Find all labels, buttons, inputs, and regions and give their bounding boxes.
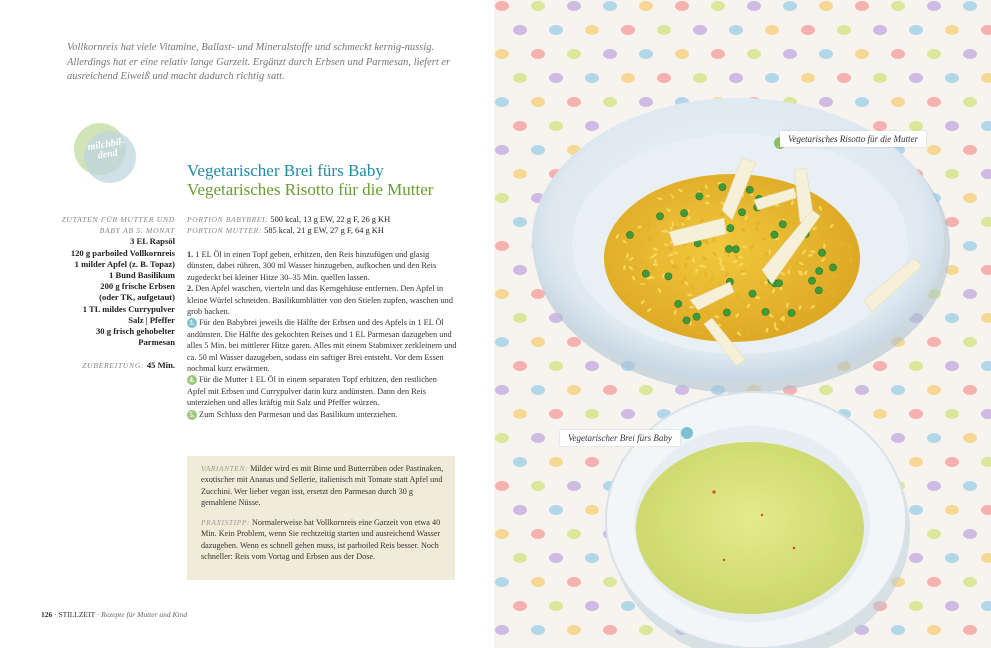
polka-dot bbox=[621, 409, 635, 419]
polka-dot bbox=[747, 49, 761, 59]
polka-dot bbox=[567, 49, 581, 59]
polka-dot bbox=[855, 97, 869, 107]
polka-dot bbox=[675, 1, 689, 11]
polka-dot bbox=[711, 49, 725, 59]
step-text: Zum Schluss den Parmesan und das Basilikum unterziehen. bbox=[199, 409, 398, 419]
badge-text: milchbil-dend bbox=[86, 136, 126, 162]
food-photo bbox=[494, 0, 991, 648]
polka-dot bbox=[981, 361, 991, 371]
pea bbox=[626, 231, 633, 238]
polka-dot bbox=[549, 25, 563, 35]
polka-dot bbox=[531, 1, 545, 11]
polka-dot bbox=[873, 409, 887, 419]
baby-puree bbox=[636, 442, 864, 614]
polka-dot bbox=[513, 505, 527, 515]
polka-dot bbox=[495, 289, 509, 299]
photo-label-baby: Vegetarischer Brei fürs Baby bbox=[560, 430, 680, 446]
polka-dot bbox=[963, 481, 977, 491]
polka-dot bbox=[855, 49, 869, 59]
polka-dot bbox=[927, 145, 941, 155]
instruction-steps bbox=[187, 249, 457, 420]
polka-dot bbox=[945, 457, 959, 467]
polka-dot bbox=[693, 25, 707, 35]
polka-dot bbox=[927, 49, 941, 59]
polka-dot bbox=[567, 1, 581, 11]
polka-dot bbox=[963, 289, 977, 299]
polka-dot bbox=[981, 457, 991, 467]
step-5 bbox=[187, 409, 457, 420]
prep-time-label: ZUBEREITUNG: bbox=[82, 361, 145, 371]
polka-dot bbox=[891, 385, 905, 395]
nutrition-mutter-label: PORTION MUTTER: bbox=[187, 226, 263, 236]
polka-dot bbox=[639, 625, 653, 635]
polka-dot bbox=[927, 433, 941, 443]
polka-dot bbox=[513, 457, 527, 467]
polka-dot bbox=[909, 409, 923, 419]
polka-dot bbox=[531, 625, 545, 635]
polka-dot bbox=[549, 409, 563, 419]
polka-dot bbox=[531, 145, 545, 155]
step-text: Den Apfel waschen, vierteln und das Kerngehäuse entfernen. Den Apfel in kleine Würfel schneiden. Basilikumblätter von den Stielen zupfen, waschen und grob hacken. bbox=[187, 284, 453, 317]
pea bbox=[693, 313, 700, 320]
polka-dot bbox=[513, 217, 527, 227]
polka-dot bbox=[639, 97, 653, 107]
polka-dot bbox=[909, 361, 923, 371]
polka-dot bbox=[963, 385, 977, 395]
polka-dot bbox=[783, 1, 797, 11]
polka-dot bbox=[963, 241, 977, 251]
polka-dot bbox=[927, 577, 941, 587]
polka-dot bbox=[639, 385, 653, 395]
polka-dot bbox=[909, 25, 923, 35]
polka-dot bbox=[801, 73, 815, 83]
pea bbox=[696, 193, 703, 200]
polka-dot bbox=[585, 73, 599, 83]
polka-dot bbox=[495, 385, 509, 395]
polka-dot bbox=[513, 169, 527, 179]
varianten-paragraph bbox=[201, 463, 445, 509]
polka-dot bbox=[585, 553, 599, 563]
polka-dot bbox=[909, 73, 923, 83]
polka-dot bbox=[747, 1, 761, 11]
polka-dot bbox=[549, 505, 563, 515]
polka-dot bbox=[909, 553, 923, 563]
footer-section: · STILLZEIT · bbox=[54, 610, 100, 619]
polka-dot bbox=[963, 97, 977, 107]
polka-dot bbox=[945, 169, 959, 179]
polka-dot bbox=[963, 625, 977, 635]
polka-dot bbox=[603, 49, 617, 59]
polka-dot bbox=[945, 361, 959, 371]
pea bbox=[829, 264, 836, 271]
pea bbox=[779, 221, 786, 228]
polka-dot bbox=[603, 625, 617, 635]
nutrition-baby bbox=[187, 214, 390, 225]
pea bbox=[816, 267, 823, 274]
polka-dot bbox=[549, 361, 563, 371]
polka-dot bbox=[495, 529, 509, 539]
step-number: 2. bbox=[187, 284, 194, 294]
polka-dot bbox=[513, 601, 527, 611]
pea bbox=[775, 280, 782, 287]
ingredient-item: 200 g frische Erbsen bbox=[100, 281, 175, 292]
pea bbox=[818, 249, 825, 256]
polka-dot bbox=[963, 577, 977, 587]
title-baby: Vegetarischer Brei fürs Baby bbox=[187, 161, 384, 180]
polka-dot bbox=[549, 457, 563, 467]
ingredient-item: 1 TL mildes Currypulver bbox=[82, 303, 175, 314]
polka-dot bbox=[927, 529, 941, 539]
polka-dot bbox=[495, 1, 509, 11]
polka-dot bbox=[765, 25, 779, 35]
polka-dot bbox=[909, 457, 923, 467]
polka-dot bbox=[981, 409, 991, 419]
ingredient-item: 1 milder Apfel (z. B. Topaz) bbox=[74, 258, 175, 269]
praxistipp-paragraph bbox=[201, 517, 445, 563]
polka-dot bbox=[981, 169, 991, 179]
pea bbox=[749, 290, 756, 297]
praxistipp-text: Normalerweise hat Vollkornreis eine Garzeit von etwa 40 Min. Kein Problem, wenn Sie rechtzeitig starten und ausreichend Wasser dazugeben. Wenn es schnell gehen muss, ist parboiled Reis besser. Noch schneller: Reis vom Vortag und Erbsen aus der Dose. bbox=[201, 518, 441, 562]
polka-dot bbox=[657, 25, 671, 35]
polka-dot bbox=[567, 385, 581, 395]
pea bbox=[642, 270, 649, 277]
polka-dot bbox=[513, 553, 527, 563]
pea bbox=[788, 309, 795, 316]
title-mutter: Vegetarisches Risotto für die Mutter bbox=[187, 180, 434, 199]
polka-dot bbox=[621, 601, 635, 611]
footer-subtitle: Rezepte für Mutter und Kind bbox=[101, 610, 188, 619]
polka-dot bbox=[909, 505, 923, 515]
polka-dot bbox=[639, 1, 653, 11]
polka-dot bbox=[585, 505, 599, 515]
nutrition-mutter bbox=[187, 225, 390, 236]
polka-dot bbox=[513, 265, 527, 275]
polka-dot bbox=[981, 601, 991, 611]
pea bbox=[746, 186, 753, 193]
polka-dot bbox=[567, 337, 581, 347]
polka-dot bbox=[963, 433, 977, 443]
polka-dot bbox=[945, 73, 959, 83]
ingredients-header: ZUTATEN FÜR MUTTER UND BABY AB 5. MONAT bbox=[61, 215, 175, 236]
step-number-circle: 4. bbox=[187, 375, 197, 385]
polka-dot bbox=[693, 73, 707, 83]
polka-dot bbox=[549, 601, 563, 611]
polka-dot bbox=[981, 553, 991, 563]
pea bbox=[762, 308, 769, 315]
polka-dot bbox=[801, 25, 815, 35]
polka-dot bbox=[531, 49, 545, 59]
polka-dot bbox=[927, 625, 941, 635]
ingredient-item: Salz | Pfeffer bbox=[128, 314, 175, 325]
puree-speck bbox=[723, 559, 725, 561]
step-2 bbox=[187, 283, 457, 317]
polka-dot bbox=[981, 313, 991, 323]
polka-dot bbox=[621, 25, 635, 35]
polka-dot bbox=[675, 49, 689, 59]
polka-dot bbox=[567, 481, 581, 491]
rice-grain bbox=[713, 237, 715, 242]
nutrition-info bbox=[187, 214, 390, 237]
polka-dot bbox=[981, 121, 991, 131]
tips-box bbox=[187, 456, 455, 580]
polka-dot bbox=[963, 49, 977, 59]
polka-dot bbox=[981, 505, 991, 515]
polka-dot bbox=[891, 97, 905, 107]
praxistipp-label: PRAXISTIPP: bbox=[201, 518, 250, 527]
nutrition-baby-value: 500 kcal, 13 g EW, 22 g F, 26 g KH bbox=[270, 215, 391, 224]
puree-speck bbox=[761, 514, 763, 516]
polka-dot bbox=[945, 601, 959, 611]
polka-dot bbox=[927, 481, 941, 491]
polka-dot bbox=[549, 121, 563, 131]
polka-dot bbox=[891, 1, 905, 11]
polka-dot bbox=[531, 385, 545, 395]
polka-dot bbox=[855, 1, 869, 11]
photo-page bbox=[494, 0, 991, 648]
pea bbox=[727, 225, 734, 232]
polka-dot bbox=[513, 313, 527, 323]
polka-dot bbox=[927, 385, 941, 395]
step-number-circle: 5. bbox=[187, 410, 197, 420]
polka-dot bbox=[963, 529, 977, 539]
polka-dot bbox=[531, 97, 545, 107]
polka-dot bbox=[819, 97, 833, 107]
polka-dot bbox=[603, 1, 617, 11]
polka-dot bbox=[495, 481, 509, 491]
step-4 bbox=[187, 374, 457, 408]
polka-dot bbox=[585, 601, 599, 611]
polka-dot bbox=[603, 97, 617, 107]
polka-dot bbox=[513, 409, 527, 419]
recipe-title bbox=[187, 161, 433, 199]
nutrition-baby-label: PORTION BABYBREI: bbox=[187, 215, 269, 224]
pea bbox=[723, 309, 730, 316]
page-footer bbox=[41, 610, 187, 619]
polka-dot bbox=[891, 433, 905, 443]
ingredient-item: 3 EL Rapsöl bbox=[130, 236, 175, 247]
step-1 bbox=[187, 249, 457, 283]
polka-dot bbox=[963, 145, 977, 155]
puree-speck bbox=[712, 490, 715, 493]
polka-dot bbox=[585, 361, 599, 371]
polka-dot bbox=[945, 505, 959, 515]
polka-dot bbox=[603, 577, 617, 587]
polka-dot bbox=[531, 577, 545, 587]
step-text: Für den Babybrei jeweils die Hälfte der Erbsen und des Apfels in 1 EL Öl andünsten. Die Hälfte des gekochten Reises und 1 EL Parmesan dazugeben und alles 5 Min. bei mittlerer Hitze garen. Alles mit einem Stabmixer zerkleinern und ca. 50 ml Wasser dazugeben, sodass ein saftiger Brei entsteht. Vor dem Essen nochmal kurz erwärmen. bbox=[187, 318, 457, 374]
polka-dot bbox=[873, 121, 887, 131]
step-text: 1 EL Öl in einen Topf geben, erhitzen, den Reis hinzufügen und glasig dünsten, dabei rühren. 300 ml Wasser hinzugeben, aufkochen und den Reis zugedeckt bei kleiner Hitze 30–35 Min. quellen lassen. bbox=[187, 250, 437, 282]
polka-dot bbox=[927, 97, 941, 107]
polka-dot bbox=[765, 73, 779, 83]
pea bbox=[665, 273, 672, 280]
polka-dot bbox=[729, 73, 743, 83]
polka-dot bbox=[513, 73, 527, 83]
step-number-circle: 3. bbox=[187, 318, 197, 328]
polka-dot bbox=[585, 121, 599, 131]
nutrition-mutter-value: 585 kcal, 21 g EW, 27 g F, 64 g KH bbox=[264, 226, 384, 236]
polka-dot bbox=[567, 625, 581, 635]
polka-dot bbox=[513, 121, 527, 131]
polka-dot bbox=[855, 385, 869, 395]
polka-dot bbox=[963, 337, 977, 347]
ingredient-item: 1 Bund Basilikum bbox=[109, 270, 175, 281]
polka-dot bbox=[495, 433, 509, 443]
polka-dot bbox=[531, 337, 545, 347]
varianten-text: Milder wird es mit Birne und Butterrüben oder Pastinaken, exotischer mit Ananas und Sellerie, italienisch mit Tomate statt Apfel und Zucchini. Wer lieber vegan isst, ersetzt den Parmesan durch 30 g gemahlene Nüsse. bbox=[201, 464, 444, 508]
polka-dot bbox=[873, 25, 887, 35]
polka-dot bbox=[945, 409, 959, 419]
polka-dot bbox=[945, 25, 959, 35]
polka-dot bbox=[513, 361, 527, 371]
pea bbox=[681, 210, 688, 217]
polka-dot bbox=[981, 73, 991, 83]
varianten-label: VARIANTEN: bbox=[201, 464, 249, 473]
polka-dot bbox=[981, 265, 991, 275]
ingredient-item: Parmesan bbox=[138, 337, 175, 348]
polka-dot bbox=[567, 529, 581, 539]
pea bbox=[771, 231, 778, 238]
polka-dot bbox=[495, 337, 509, 347]
pea bbox=[656, 213, 663, 220]
polka-dot bbox=[621, 73, 635, 83]
polka-dot bbox=[945, 121, 959, 131]
polka-dot bbox=[639, 49, 653, 59]
polka-dot bbox=[819, 1, 833, 11]
polka-dot bbox=[783, 49, 797, 59]
polka-dot bbox=[657, 73, 671, 83]
polka-dot bbox=[585, 25, 599, 35]
polka-dot bbox=[711, 1, 725, 11]
milchbildend-badge bbox=[74, 123, 136, 185]
polka-dot bbox=[927, 1, 941, 11]
polka-dot bbox=[513, 25, 527, 35]
step-number: 1. bbox=[187, 250, 194, 259]
pea bbox=[719, 184, 726, 191]
polka-dot bbox=[531, 481, 545, 491]
polka-dot bbox=[495, 97, 509, 107]
polka-dot bbox=[549, 73, 563, 83]
ingredient-item: 30 g frisch gehobelter bbox=[96, 326, 175, 337]
polka-dot bbox=[981, 217, 991, 227]
pea bbox=[683, 317, 690, 324]
polka-dot bbox=[909, 601, 923, 611]
polka-dot bbox=[495, 625, 509, 635]
ingredients-list bbox=[60, 214, 175, 372]
polka-dot bbox=[819, 385, 833, 395]
ingredient-item: 120 g parboiled Vollkornreis bbox=[70, 247, 175, 258]
puree-speck bbox=[793, 547, 796, 550]
left-page bbox=[0, 0, 494, 648]
polka-dot bbox=[603, 385, 617, 395]
polka-dot bbox=[837, 25, 851, 35]
pea bbox=[732, 246, 739, 253]
photo-label-mutter: Vegetarisches Risotto für die Mutter bbox=[780, 131, 926, 147]
ingredient-item: (oder TK, aufgetaut) bbox=[99, 292, 175, 303]
polka-dot bbox=[981, 25, 991, 35]
prep-time-value: 45 Min. bbox=[146, 360, 175, 371]
polka-dot bbox=[495, 577, 509, 587]
polka-dot bbox=[729, 25, 743, 35]
pea bbox=[675, 300, 682, 307]
polka-dot bbox=[873, 73, 887, 83]
polka-dot bbox=[531, 529, 545, 539]
polka-dot bbox=[495, 193, 509, 203]
pea bbox=[808, 277, 815, 284]
polka-dot bbox=[873, 361, 887, 371]
polka-dot bbox=[495, 145, 509, 155]
polka-dot bbox=[945, 553, 959, 563]
polka-dot bbox=[567, 97, 581, 107]
polka-dot bbox=[945, 313, 959, 323]
polka-dot bbox=[819, 49, 833, 59]
pea bbox=[738, 209, 745, 216]
polka-dot bbox=[891, 625, 905, 635]
polka-dot bbox=[495, 241, 509, 251]
polka-dot bbox=[891, 49, 905, 59]
polka-dot bbox=[531, 289, 545, 299]
polka-dot bbox=[549, 553, 563, 563]
pea bbox=[725, 245, 732, 252]
polka-dot bbox=[909, 121, 923, 131]
polka-dot bbox=[585, 409, 599, 419]
label-marker-blue bbox=[681, 427, 693, 439]
polka-dot bbox=[927, 337, 941, 347]
step-text: Für die Mutter 1 EL Öl in einem separaten Topf erhitzen, den restlichen Apfel mit Erbsen und Currypulver darin kurz andünsten. Dann den Reis unterziehen und alles kräftig mit Salz und Pfeffer würzen. bbox=[187, 375, 437, 408]
step-3 bbox=[187, 317, 457, 374]
polka-dot bbox=[531, 433, 545, 443]
page-number: 126 bbox=[41, 610, 53, 619]
intro-text: Vollkornreis hat viele Vitamine, Ballast- und Mineralstoffe und schmeckt kernig-nussig. Allerdings hat er eine relativ lange Garzeit. Ergänzt durch Erbsen und Parmesan, liefert er ausreichend Eiweiß und macht dadurch richtig satt. bbox=[67, 42, 451, 82]
polka-dot bbox=[567, 577, 581, 587]
polka-dot bbox=[837, 73, 851, 83]
polka-dot bbox=[495, 49, 509, 59]
prep-time bbox=[60, 360, 175, 371]
polka-dot bbox=[585, 457, 599, 467]
pea bbox=[815, 287, 822, 294]
polka-dot bbox=[963, 1, 977, 11]
polka-dot bbox=[963, 193, 977, 203]
